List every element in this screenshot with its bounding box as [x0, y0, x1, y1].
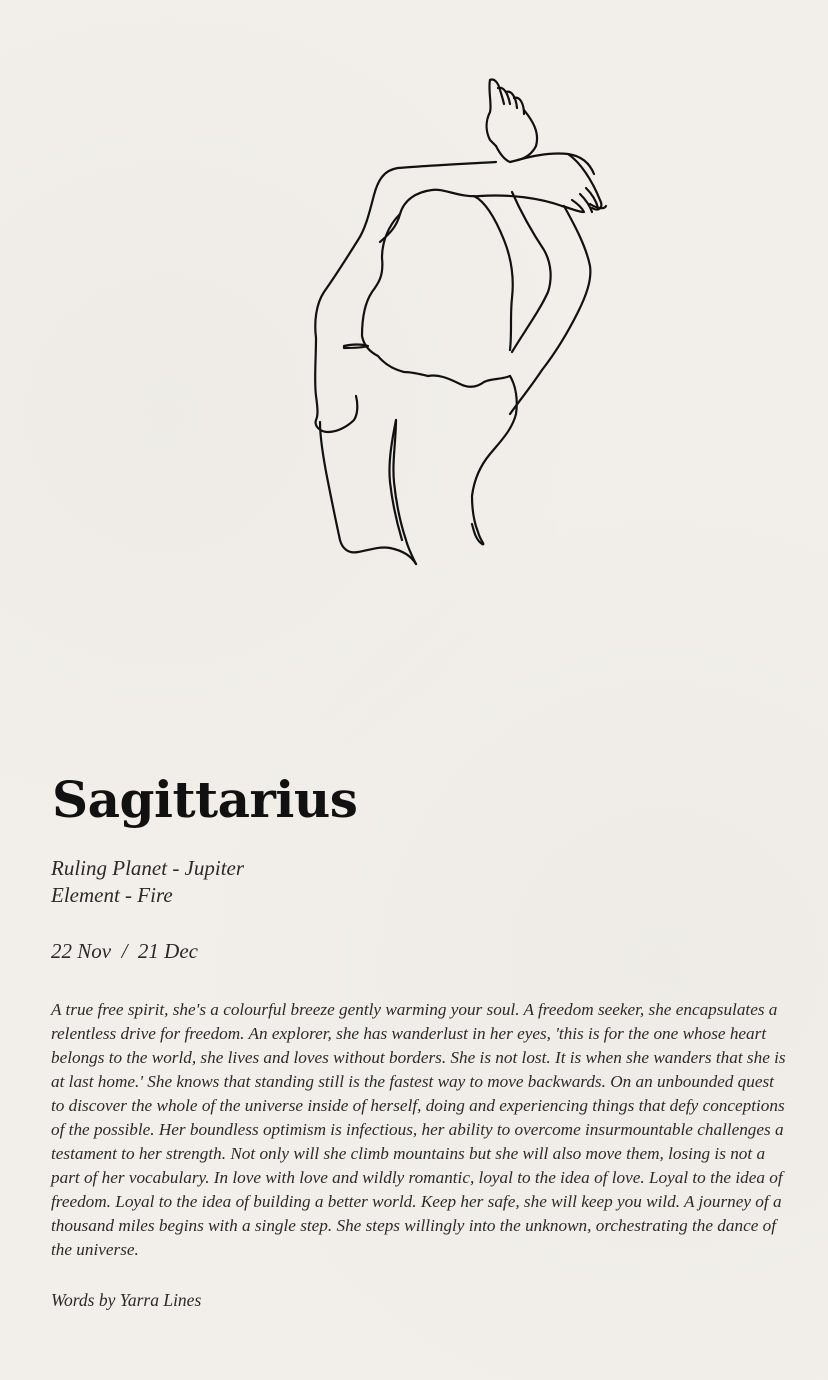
date-range: 22 Nov / 21 Dec: [51, 939, 198, 963]
element-line: Element - Fire: [51, 883, 173, 907]
description-paragraph: A true free spirit, she's a colourful breeze gently warming your soul. A freedom seeker, she encapsulates a relentless drive for freedom. An explorer, she has wanderlust in her eyes, 'this is for the one whose heart belongs to the world, she lives and loves without borders. She is not lost. It is when she wanders that she is at last home.' She knows that standing still is the fastest way to move backwards. On an unbounded quest to discover the whole of the universe inside of herself, doing and experiencing things that defy conceptions of the possible. Her boundless optimism is infectious, her ability to overcome insurmountable challenges a testament to her strength. Not only will she climb mountains but she will also move them, losing is not a part of her vocabulary. In love with love and wildly romantic, loyal to the idea of love. Loyal to the idea of freedom. Loyal to the idea of building a better world. Keep her safe, she will keep you wild. A journey of a thousand miles begins with a single step. She steps willingly into the unknown, orchestrating the dance of the universe.: [51, 1000, 786, 1259]
ruling-planet: Ruling Planet - Jupiter: [51, 856, 245, 880]
woman-line-drawing-icon: [300, 70, 620, 570]
author-credit: Words by Yarra Lines: [51, 1290, 202, 1310]
sign-title: Sagittarius: [52, 770, 358, 829]
